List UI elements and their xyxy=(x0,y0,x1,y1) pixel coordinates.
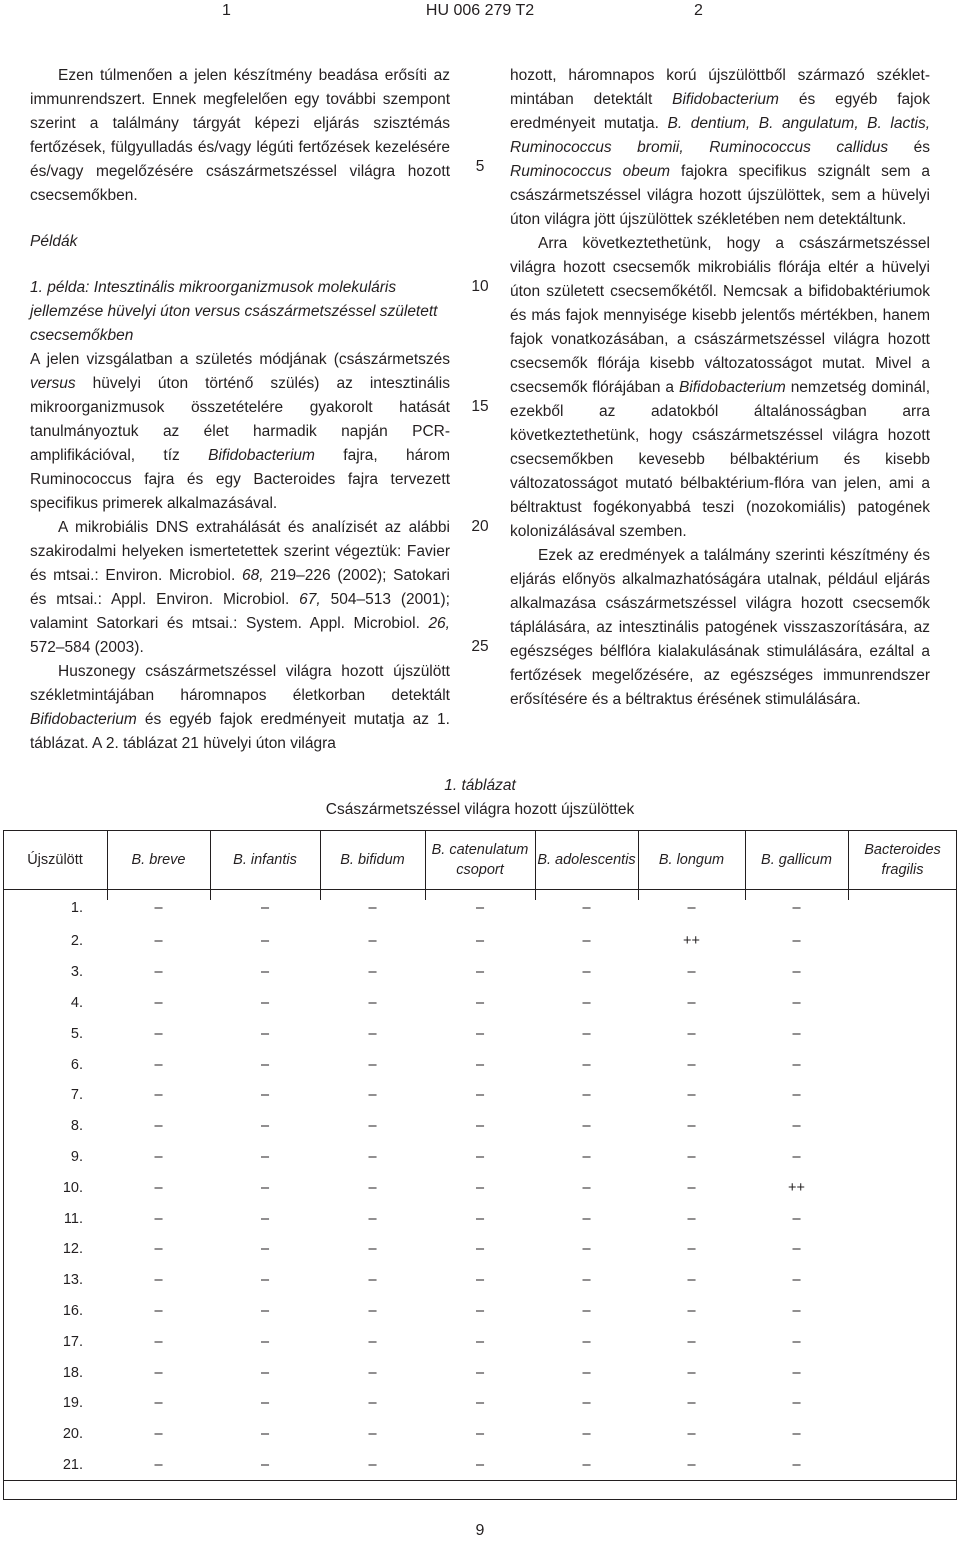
result-cell: – xyxy=(260,1426,270,1443)
table-row xyxy=(3,1142,957,1173)
header-b-bifidum: B. bifidum xyxy=(320,831,425,890)
result-cell: – xyxy=(260,933,270,950)
result-cell: – xyxy=(687,1025,696,1042)
result-cell: – xyxy=(475,1210,485,1227)
result-cell: – xyxy=(582,933,591,950)
result-cell: – xyxy=(687,1087,696,1104)
result-cell: – xyxy=(154,1364,163,1381)
result-cell: – xyxy=(582,1148,591,1165)
result-cell: – xyxy=(475,1241,485,1258)
newborn-id-cell: 3. xyxy=(70,964,83,981)
result-cell: – xyxy=(368,1333,377,1350)
application-paragraph: Ezek az eredmények a találmány szerinti készítmény és eljárás előnyös alkalmazhatóságára utalnak, például eljárás alkalmazása császármetszéssel világra hozott csecsemők táplálására, az intesztinális patogének visszaszorítására, az egészséges bélflóra kialakulásának stimulálására, ezáltal a fertőzések megelőzésére, az egészséges immunrendszer erősítésére és a béltraktus érésének stimulálására. xyxy=(510,547,930,708)
result-cell: – xyxy=(260,1364,270,1381)
newborn-id-cell: 6. xyxy=(70,1056,83,1073)
header-b-adolescentis: B. adolescentis xyxy=(535,831,638,890)
result-cell: – xyxy=(475,1179,485,1196)
header-b-longum: B. longum xyxy=(638,831,745,890)
newborn-id-cell: 16. xyxy=(62,1302,83,1319)
empty-cell xyxy=(848,1265,957,1296)
result-cell: – xyxy=(154,964,163,981)
result-cell: – xyxy=(582,1241,591,1258)
newborn-id-cell: 17. xyxy=(62,1333,83,1350)
result-cell: – xyxy=(368,1364,377,1381)
results-paragraph: Huszonegy császármetszéssel világra hozott újszülött székletmintájában háromnapos életkorban detektált Bifidobacterium és egyéb fajok eredményeit mutatja az 1. táblázat. A 2. táblázat 21 hüvelyi úton világra xyxy=(30,663,450,752)
empty-cell xyxy=(848,1357,957,1388)
result-cell: – xyxy=(260,1302,270,1319)
empty-cell xyxy=(848,1388,957,1419)
result-cell: – xyxy=(792,1025,801,1042)
result-cell: – xyxy=(638,1450,745,1481)
result-cell: – xyxy=(368,1118,377,1135)
result-cell: – xyxy=(154,1333,163,1350)
result-cell: – xyxy=(475,1087,485,1104)
result-cell: – xyxy=(154,1302,163,1319)
result-cell: – xyxy=(687,1364,696,1381)
header-bacteroides-fragilis: Bacteroides fragilis xyxy=(848,831,957,890)
empty-cell xyxy=(848,1203,957,1234)
result-cell: – xyxy=(582,964,591,981)
newborn-id-cell: 11. xyxy=(63,1210,83,1227)
continued-paragraph: hozott, háromnapos korú újszülöttből származó székletmintában detektált Bifidobacterium és egyéb fajok eredményeit mutatja. B. dentium, B. angulatum, B. lactis, Ruminococcus bromii, Ruminococcus callidus és Ruminococcus obeum fajokra specifikus szignált sem a császármetszéssel világra hozott újszülöttek, sem a hüvelyi úton világra jött újszülöttek székletében nem detektáltunk. xyxy=(510,67,931,228)
table-row xyxy=(3,988,957,1019)
result-cell: – xyxy=(260,994,270,1011)
result-cell: – xyxy=(260,1056,270,1073)
result-cell: – xyxy=(792,933,801,950)
result-cell: – xyxy=(687,1395,696,1412)
result-cell: – xyxy=(792,964,801,981)
table-row xyxy=(3,1265,957,1296)
result-cell: – xyxy=(260,1087,270,1104)
result-cell: – xyxy=(582,900,591,916)
page-number-right: 2 xyxy=(694,2,703,19)
result-cell: – xyxy=(154,900,163,916)
table-body xyxy=(3,890,957,1481)
result-cell: – xyxy=(368,1025,377,1042)
result-cell: – xyxy=(792,1333,801,1350)
table-row xyxy=(3,957,957,988)
result-cell: – xyxy=(475,1302,485,1319)
newborn-id-cell: 20. xyxy=(62,1426,83,1443)
result-cell: – xyxy=(687,994,696,1011)
result-cell: – xyxy=(368,964,377,981)
result-cell: – xyxy=(475,1025,485,1042)
table-row xyxy=(3,1172,957,1203)
header-b-gallicum: B. gallicum xyxy=(745,831,848,890)
empty-cell xyxy=(848,926,957,957)
newborn-id-cell: 4. xyxy=(70,994,83,1011)
newborn-id-cell: 1. xyxy=(70,900,83,916)
result-cell: – xyxy=(368,1302,377,1319)
result-cell: – xyxy=(687,900,696,916)
result-cell: – xyxy=(368,1395,377,1412)
result-cell: – xyxy=(792,900,801,916)
result-cell: – xyxy=(792,1056,801,1073)
result-cell: – xyxy=(260,1241,270,1258)
result-cell: – xyxy=(792,1426,801,1443)
result-cell: – xyxy=(582,994,591,1011)
result-cell: – xyxy=(368,900,377,916)
header-b-catenulatum: B. catenulatum csoport xyxy=(425,831,535,890)
result-cell: – xyxy=(368,1272,377,1289)
result-cell: – xyxy=(792,1395,801,1412)
result-cell: – xyxy=(260,1179,270,1196)
table-row xyxy=(3,890,957,927)
newborn-id-cell: 10. xyxy=(62,1179,83,1196)
newborn-id-cell: 7. xyxy=(70,1087,83,1104)
newborn-id-cell: 5. xyxy=(70,1025,83,1042)
newborn-id-cell: 18. xyxy=(62,1364,83,1381)
table-row xyxy=(3,1296,957,1327)
header-b-breve: B. breve xyxy=(107,831,210,890)
results-table xyxy=(3,830,957,1481)
line-number-25: 25 xyxy=(471,638,489,655)
example-title: 1. példa: Intesztinális mikroorganizmusok molekuláris jellemzése hüvelyi úton versus császármetszéssel született csecsemőkben xyxy=(30,279,438,344)
result-cell: – xyxy=(320,1450,425,1481)
result-cell: – xyxy=(582,1210,591,1227)
result-cell: – xyxy=(475,1333,485,1350)
table-row xyxy=(3,1203,957,1234)
table-row xyxy=(3,1326,957,1357)
newborn-id-cell: 9. xyxy=(70,1148,83,1165)
page-number: 9 xyxy=(475,1522,485,1539)
result-cell: – xyxy=(154,1118,163,1135)
line-number-20: 20 xyxy=(471,518,489,535)
result-cell: – xyxy=(154,1179,163,1196)
newborn-id-cell: 2. xyxy=(70,933,83,950)
result-cell: – xyxy=(687,964,696,981)
result-cell: – xyxy=(745,1450,848,1481)
table-row xyxy=(3,1018,957,1049)
result-cell: – xyxy=(475,900,485,916)
result-cell: – xyxy=(475,1426,485,1443)
table-row xyxy=(3,1419,957,1450)
result-cell: – xyxy=(475,1364,485,1381)
result-cell: – xyxy=(475,1118,485,1135)
result-cell: – xyxy=(154,933,163,950)
result-cell: – xyxy=(535,1450,638,1481)
result-cell: – xyxy=(687,1272,696,1289)
result-cell: – xyxy=(260,1148,270,1165)
result-cell: – xyxy=(475,994,485,1011)
result-cell: – xyxy=(475,964,485,981)
table-caption-number: 1. táblázat xyxy=(444,777,516,794)
result-cell: – xyxy=(475,1148,485,1165)
result-cell: – xyxy=(792,1087,801,1104)
result-cell: – xyxy=(260,1025,270,1042)
newborn-id-cell: 8. xyxy=(70,1118,83,1135)
result-cell: – xyxy=(210,1450,320,1481)
result-cell: – xyxy=(582,1426,591,1443)
result-cell: – xyxy=(582,1333,591,1350)
newborn-id-cell: 12. xyxy=(62,1241,83,1258)
result-cell: – xyxy=(154,1426,163,1443)
result-cell: – xyxy=(582,1056,591,1073)
method-paragraph: A jelen vizsgálatban a születés módjának (császármetszés versus hüvelyi úton történő szülés) az intesztinális mikroorganizmusok összetételére gyakorolt hatását tanulmányoztuk az élet harmadik napján PCR-amplifikációval, tíz Bifidobacterium fajra, három Ruminococcus fajra és egy Bacteroides fajra tervezett specifikus primerek alkalmazásával. xyxy=(30,351,450,512)
document-id: HU 006 279 T2 xyxy=(425,2,535,19)
result-cell: – xyxy=(475,933,485,950)
table-row xyxy=(3,1111,957,1142)
result-cell: – xyxy=(792,1272,801,1289)
table-row xyxy=(3,1049,957,1080)
result-cell: – xyxy=(368,1179,377,1196)
result-cell: – xyxy=(582,1364,591,1381)
result-cell: – xyxy=(687,1148,696,1165)
line-number-10: 10 xyxy=(471,278,489,295)
right-column xyxy=(510,64,930,712)
empty-cell xyxy=(848,1111,957,1142)
result-cell: – xyxy=(687,1179,696,1196)
result-cell: – xyxy=(368,1087,377,1104)
result-cell: – xyxy=(368,1148,377,1165)
result-cell: – xyxy=(792,1364,801,1381)
result-cell: – xyxy=(154,1210,163,1227)
result-cell: – xyxy=(582,1087,591,1104)
empty-cell xyxy=(848,1419,957,1450)
result-cell: – xyxy=(154,1272,163,1289)
empty-cell xyxy=(848,1080,957,1111)
result-cell: – xyxy=(792,1241,801,1258)
result-cell: – xyxy=(687,1426,696,1443)
result-cell: – xyxy=(368,1056,377,1073)
result-cell: – xyxy=(687,1118,696,1135)
empty-cell xyxy=(848,1172,957,1203)
empty-cell xyxy=(848,890,957,927)
empty-cell xyxy=(848,988,957,1019)
result-cell: – xyxy=(475,1272,485,1289)
newborn-id-cell: 13. xyxy=(62,1272,83,1289)
table-row xyxy=(3,1450,957,1481)
page-number-left: 1 xyxy=(222,2,231,19)
result-cell: – xyxy=(425,1450,535,1481)
result-cell: – xyxy=(582,1302,591,1319)
result-cell: – xyxy=(582,1118,591,1135)
result-cell: – xyxy=(260,1395,270,1412)
empty-cell xyxy=(848,1018,957,1049)
result-cell: – xyxy=(582,1179,591,1196)
result-cell: – xyxy=(792,1210,801,1227)
result-cell: – xyxy=(792,1118,801,1135)
result-cell: – xyxy=(154,1241,163,1258)
empty-cell xyxy=(848,1049,957,1080)
result-cell: – xyxy=(687,1056,696,1073)
reference-paragraph: A mikrobiális DNS extrahálását és analízisét az alábbi szakirodalmi helyeken ismertetettek szerint végeztük: Favier és mtsai.: Environ. Microbiol. 68, 219–226 (2002); Satokari és mtsai.: Appl. Environ. Microbiol. 67, 504–513 (2001); valamint Satorkari és mtsai.: System. Appl. Microbiol. 26, 572–584 (2003). xyxy=(30,519,450,656)
result-cell: – xyxy=(687,1333,696,1350)
result-cell: – xyxy=(368,1426,377,1443)
left-column xyxy=(30,64,450,756)
result-cell: – xyxy=(582,1272,591,1289)
result-cell: – xyxy=(154,1148,163,1165)
empty-cell xyxy=(848,1234,957,1265)
result-cell: – xyxy=(107,1450,210,1481)
result-cell: – xyxy=(475,1056,485,1073)
line-number-15: 15 xyxy=(471,398,489,415)
table-row xyxy=(3,1234,957,1265)
result-cell: – xyxy=(792,1148,801,1165)
empty-cell xyxy=(848,1326,957,1357)
result-cell: – xyxy=(582,1025,591,1042)
result-cell: – xyxy=(687,1210,696,1227)
result-cell: – xyxy=(260,1210,270,1227)
empty-cell xyxy=(848,1142,957,1173)
result-cell: – xyxy=(260,1118,270,1135)
result-cell: – xyxy=(792,1302,801,1319)
header-b-infantis: B. infantis xyxy=(210,831,320,890)
result-cell: – xyxy=(475,1395,485,1412)
result-cell: – xyxy=(260,1272,270,1289)
result-cell: – xyxy=(368,933,377,950)
section-title: Példák xyxy=(30,233,78,250)
result-cell: – xyxy=(154,1056,163,1073)
result-cell: – xyxy=(687,1302,696,1319)
result-cell: – xyxy=(368,1210,377,1227)
table-row xyxy=(3,1388,957,1419)
result-cell: – xyxy=(260,964,270,981)
result-cell: – xyxy=(154,1395,163,1412)
result-cell: ++ xyxy=(788,1179,805,1196)
empty-cell xyxy=(848,957,957,988)
result-cell: – xyxy=(154,994,163,1011)
empty-cell xyxy=(848,1296,957,1327)
result-cell: ++ xyxy=(683,933,700,950)
result-cell: – xyxy=(582,1395,591,1412)
header-newborn: Újszülött xyxy=(3,831,107,890)
result-cell: – xyxy=(687,1241,696,1258)
conclusion-paragraph: Arra következtethetünk, hogy a császármetszéssel világra hozott csecsemők mikrobiális flórája eltér a hüvelyi úton született csecsemőkétől. Nemcsak a bifidobaktériumok és más fajok mennyisége kisebb jelentős mértékben, hanem fajok vonatkozásában, a császármetszéssel világra hozott csecsemők flórája kisebb változatosságot mutat. Mivel a csecsemők flórájában a Bifidobacterium nemzetség dominál, ezekből az adatokból általánosságban arra következtethetünk, hogy császármetszéssel világra hozott csecsemőkben kevesebb bélbaktérium és kisebb változatosságot mutató bélbaktérium-flóra van jelen, ami a béltraktust fogékonyabbá teszi (nozokomiális) patogének kolonizálásával szemben. xyxy=(510,235,931,540)
result-cell: – xyxy=(260,900,270,916)
line-number-5: 5 xyxy=(475,158,485,175)
table-row xyxy=(3,1080,957,1111)
result-cell: – xyxy=(368,994,377,1011)
result-cell: – xyxy=(154,1087,163,1104)
intro-paragraph: Ezen túlmenően a jelen készítmény beadása erősíti az immunrendszert. Ennek megfelelően egy további szempont szerint a találmány tárgyát képezi eljárás szisztémás fertőzések, fülgyulladás és/vagy légúti fertőzések kezelésére és/vagy megelőzésére császármetszéssel világra hozott csecsemőkben. xyxy=(30,67,450,204)
table-row xyxy=(3,926,957,957)
empty-cell xyxy=(848,1450,957,1481)
result-cell: – xyxy=(368,1241,377,1258)
newborn-id-cell: 21. xyxy=(3,1450,107,1481)
table-row xyxy=(3,1357,957,1388)
result-cell: – xyxy=(154,1025,163,1042)
result-cell: – xyxy=(792,994,801,1011)
result-cell: – xyxy=(260,1333,270,1350)
table-caption-title: Császármetszéssel világra hozott újszülöttek xyxy=(325,801,635,818)
newborn-id-cell: 19. xyxy=(62,1395,83,1412)
table-header-row xyxy=(3,831,957,890)
